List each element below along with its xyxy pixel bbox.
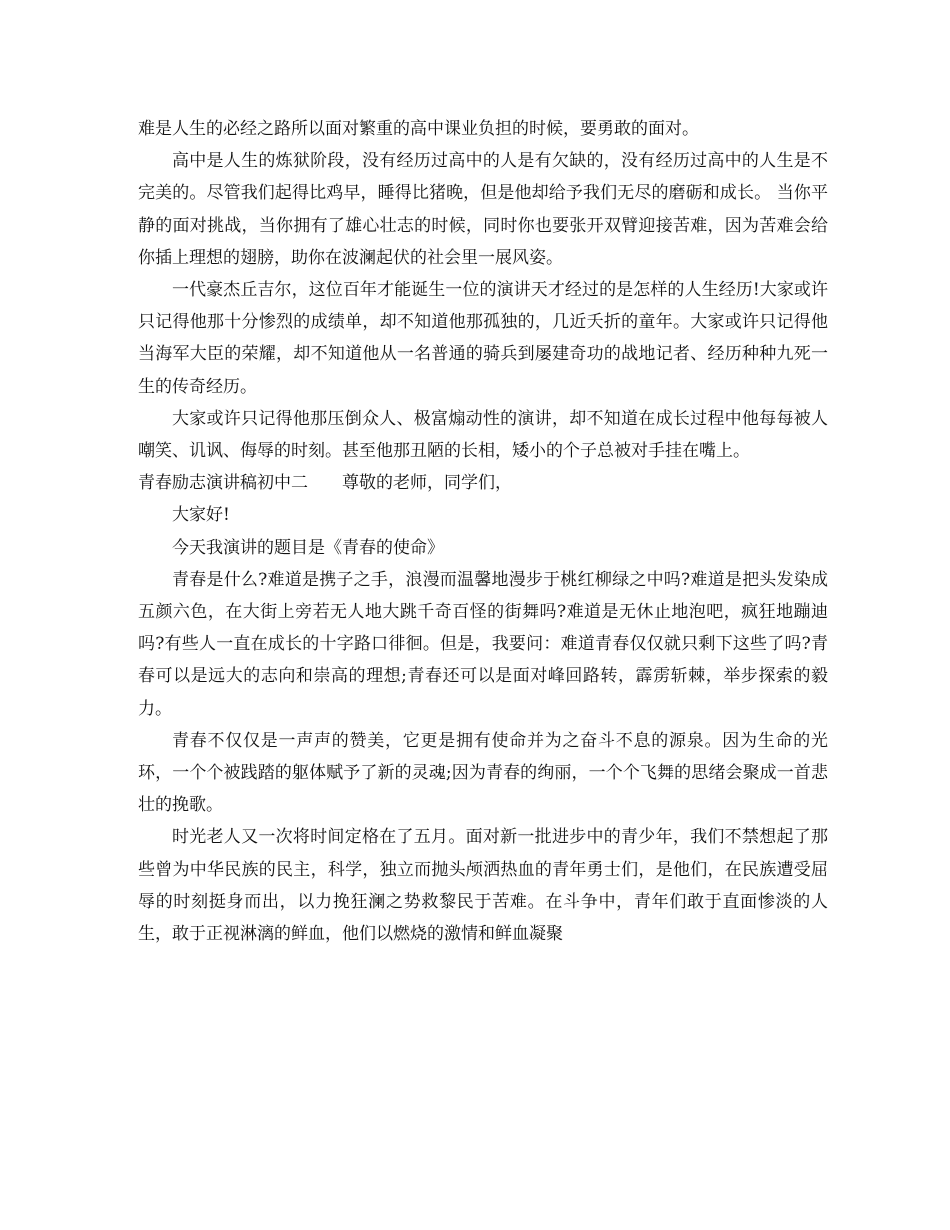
paragraph-2: 高中是人生的炼狱阶段，没有经历过高中的人是有欠缺的，没有经历过高中的人生是不完美的。尽管我们起得比鸡早，睡得比猪晚，但是他却给予我们无尽的磨砺和成长。 当你平静的面对挑战，当你拥有了雄心壮志的时候，同时你也要张开双臂迎接苦难，因为苦难会给你插上理想的翅膀，助你在波澜起伏的社会里一展风姿。 <box>138 151 828 268</box>
paragraph-8: 青春是什么?难道是携子之手，浪漫而温馨地漫步于桃红柳绿之中吗?难道是把头发染成五颜六色，在大街上旁若无人地大跳千奇百怪的街舞吗?难道是无休止地泡吧，疯狂地蹦迪吗?有些人一直在成长的十字路口徘徊。但是，我要问：难道青春仅仅就只剩下这些了吗?青春可以是远大的志向和崇高的理想;青春还可以是面对峰回路转，霹雳斩棘，举步探索的毅力。 <box>138 569 828 719</box>
document-page <box>138 113 828 950</box>
section-heading-line: 青春励志演讲稿初中二 尊敬的老师，同学们， <box>138 473 512 494</box>
paragraph-9: 青春不仅仅是一声声的赞美，它更是拥有使命并为之奋斗不息的源泉。因为生命的光环，一个个被践踏的躯体赋予了新的灵魂;因为青春的绚丽，一个个飞舞的思绪会聚成一首悲壮的挽歌。 <box>138 730 828 816</box>
paragraph-4: 大家或许只记得他那压倒众人、极富煽动性的演讲，却不知道在成长过程中他每每被人嘲笑、讥讽、侮辱的时刻。甚至他那丑陋的长相，矮小的个子总被对手挂在嘴上。 <box>138 408 828 462</box>
paragraph-1: 难是人生的必经之路所以面对繁重的高中课业负担的时候，要勇敢的面对。 <box>138 119 699 139</box>
speech-title-line: 今天我演讲的题目是《青春的使命》 <box>172 537 444 558</box>
greeting-line: 大家好! <box>172 505 230 526</box>
paragraph-10: 时光老人又一次将时间定格在了五月。面对新一批进步中的青少年，我们不禁想起了那些曾为中华民族的民主，科学，独立而抛头颅洒热血的青年勇士们，是他们，在民族遭受屈辱的时刻挺身而出，以力挽狂澜之势救黎民于苦难。在斗争中，青年们敢于直面惨淡的人生，敢于正视淋漓的鲜血，他们以燃烧的激情和鲜血凝聚 <box>138 827 828 945</box>
paragraph-3: 一代豪杰丘吉尔，这位百年才能诞生一位的演讲天才经过的是怎样的人生经历!大家或许只记得他那十分惨烈的成绩单，却不知道他那孤独的，几近夭折的童年。大家或许只记得他当海军大臣的荣耀，却不知道他从一名普通的骑兵到屡建奇功的战地记者、经历种种九死一生的传奇经历。 <box>138 280 828 397</box>
